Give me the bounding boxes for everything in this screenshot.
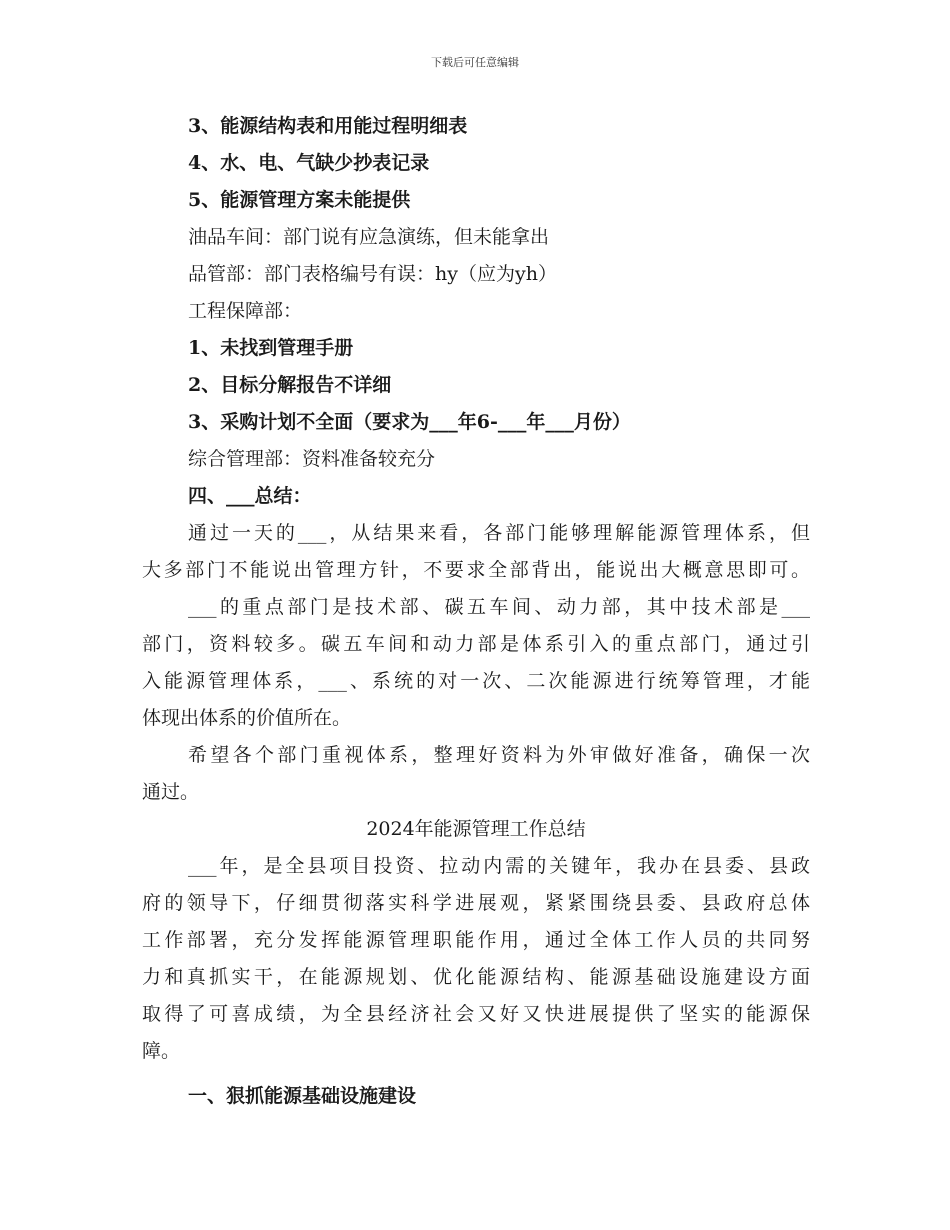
text-line: 5、能源管理方案未能提供	[188, 189, 411, 211]
document-body	[142, 108, 810, 1115]
text-line: 通过一天的___，从结果来看，各部门能够理解能源管理体系，但	[188, 522, 810, 544]
page-header: 下载后可任意编辑	[431, 56, 519, 69]
text-line: 府的领导下，仔细贯彻落实科学进展观，紧紧围绕县委、县政府总体	[142, 892, 810, 914]
text-line: 3、采购计划不全面（要求为___年6-___年___月份）	[188, 411, 631, 433]
text-line: 大多部门不能说出管理方针，不要求全部背出，能说出大概意思即可。	[142, 559, 810, 581]
text-line: 希望各个部门重视体系，整理好资料为外审做好准备，确保一次	[188, 744, 810, 766]
text-line: 品管部：部门表格编号有误：hy（应为yh）	[188, 263, 557, 285]
text-line: 取得了可喜成绩，为全县经济社会又好又快进展提供了坚实的能源保	[142, 1003, 810, 1025]
text-line: 4、水、电、气缺少抄表记录	[188, 152, 430, 174]
text-line: ___的重点部门是技术部、碳五车间、动力部，其中技术部是___	[188, 596, 810, 618]
text-line: 入能源管理体系，___、系统的对一次、二次能源进行统筹管理，才能	[142, 670, 810, 692]
text-line: 障。	[142, 1040, 181, 1062]
text-line: 部门，资料较多。碳五车间和动力部是体系引入的重点部门，通过引	[142, 633, 810, 655]
text-line: 通过。	[142, 781, 200, 803]
text-line: 四、___总结：	[188, 485, 312, 507]
text-line: 油品车间：部门说有应急演练，但未能拿出	[188, 226, 550, 248]
text-line: 体现出体系的价值所在。	[142, 707, 352, 729]
document-title: 2024年能源管理工作总结	[366, 818, 586, 840]
text-line: ___年，是全县项目投资、拉动内需的关键年，我办在县委、县政	[188, 855, 810, 877]
text-line: 综合管理部：资料准备较充分	[188, 448, 436, 470]
text-line: 一、狠抓能源基础设施建设	[188, 1085, 417, 1107]
text-line: 3、能源结构表和用能过程明细表	[188, 115, 468, 137]
text-line: 力和真抓实干，在能源规划、优化能源结构、能源基础设施建设方面	[142, 966, 810, 988]
text-line: 2、目标分解报告不详细	[188, 374, 392, 396]
text-line: 工作部署，充分发挥能源管理职能作用，通过全体工作人员的共同努	[142, 929, 810, 951]
text-line: 1、未找到管理手册	[188, 337, 354, 359]
text-line: 工程保障部：	[188, 300, 303, 322]
